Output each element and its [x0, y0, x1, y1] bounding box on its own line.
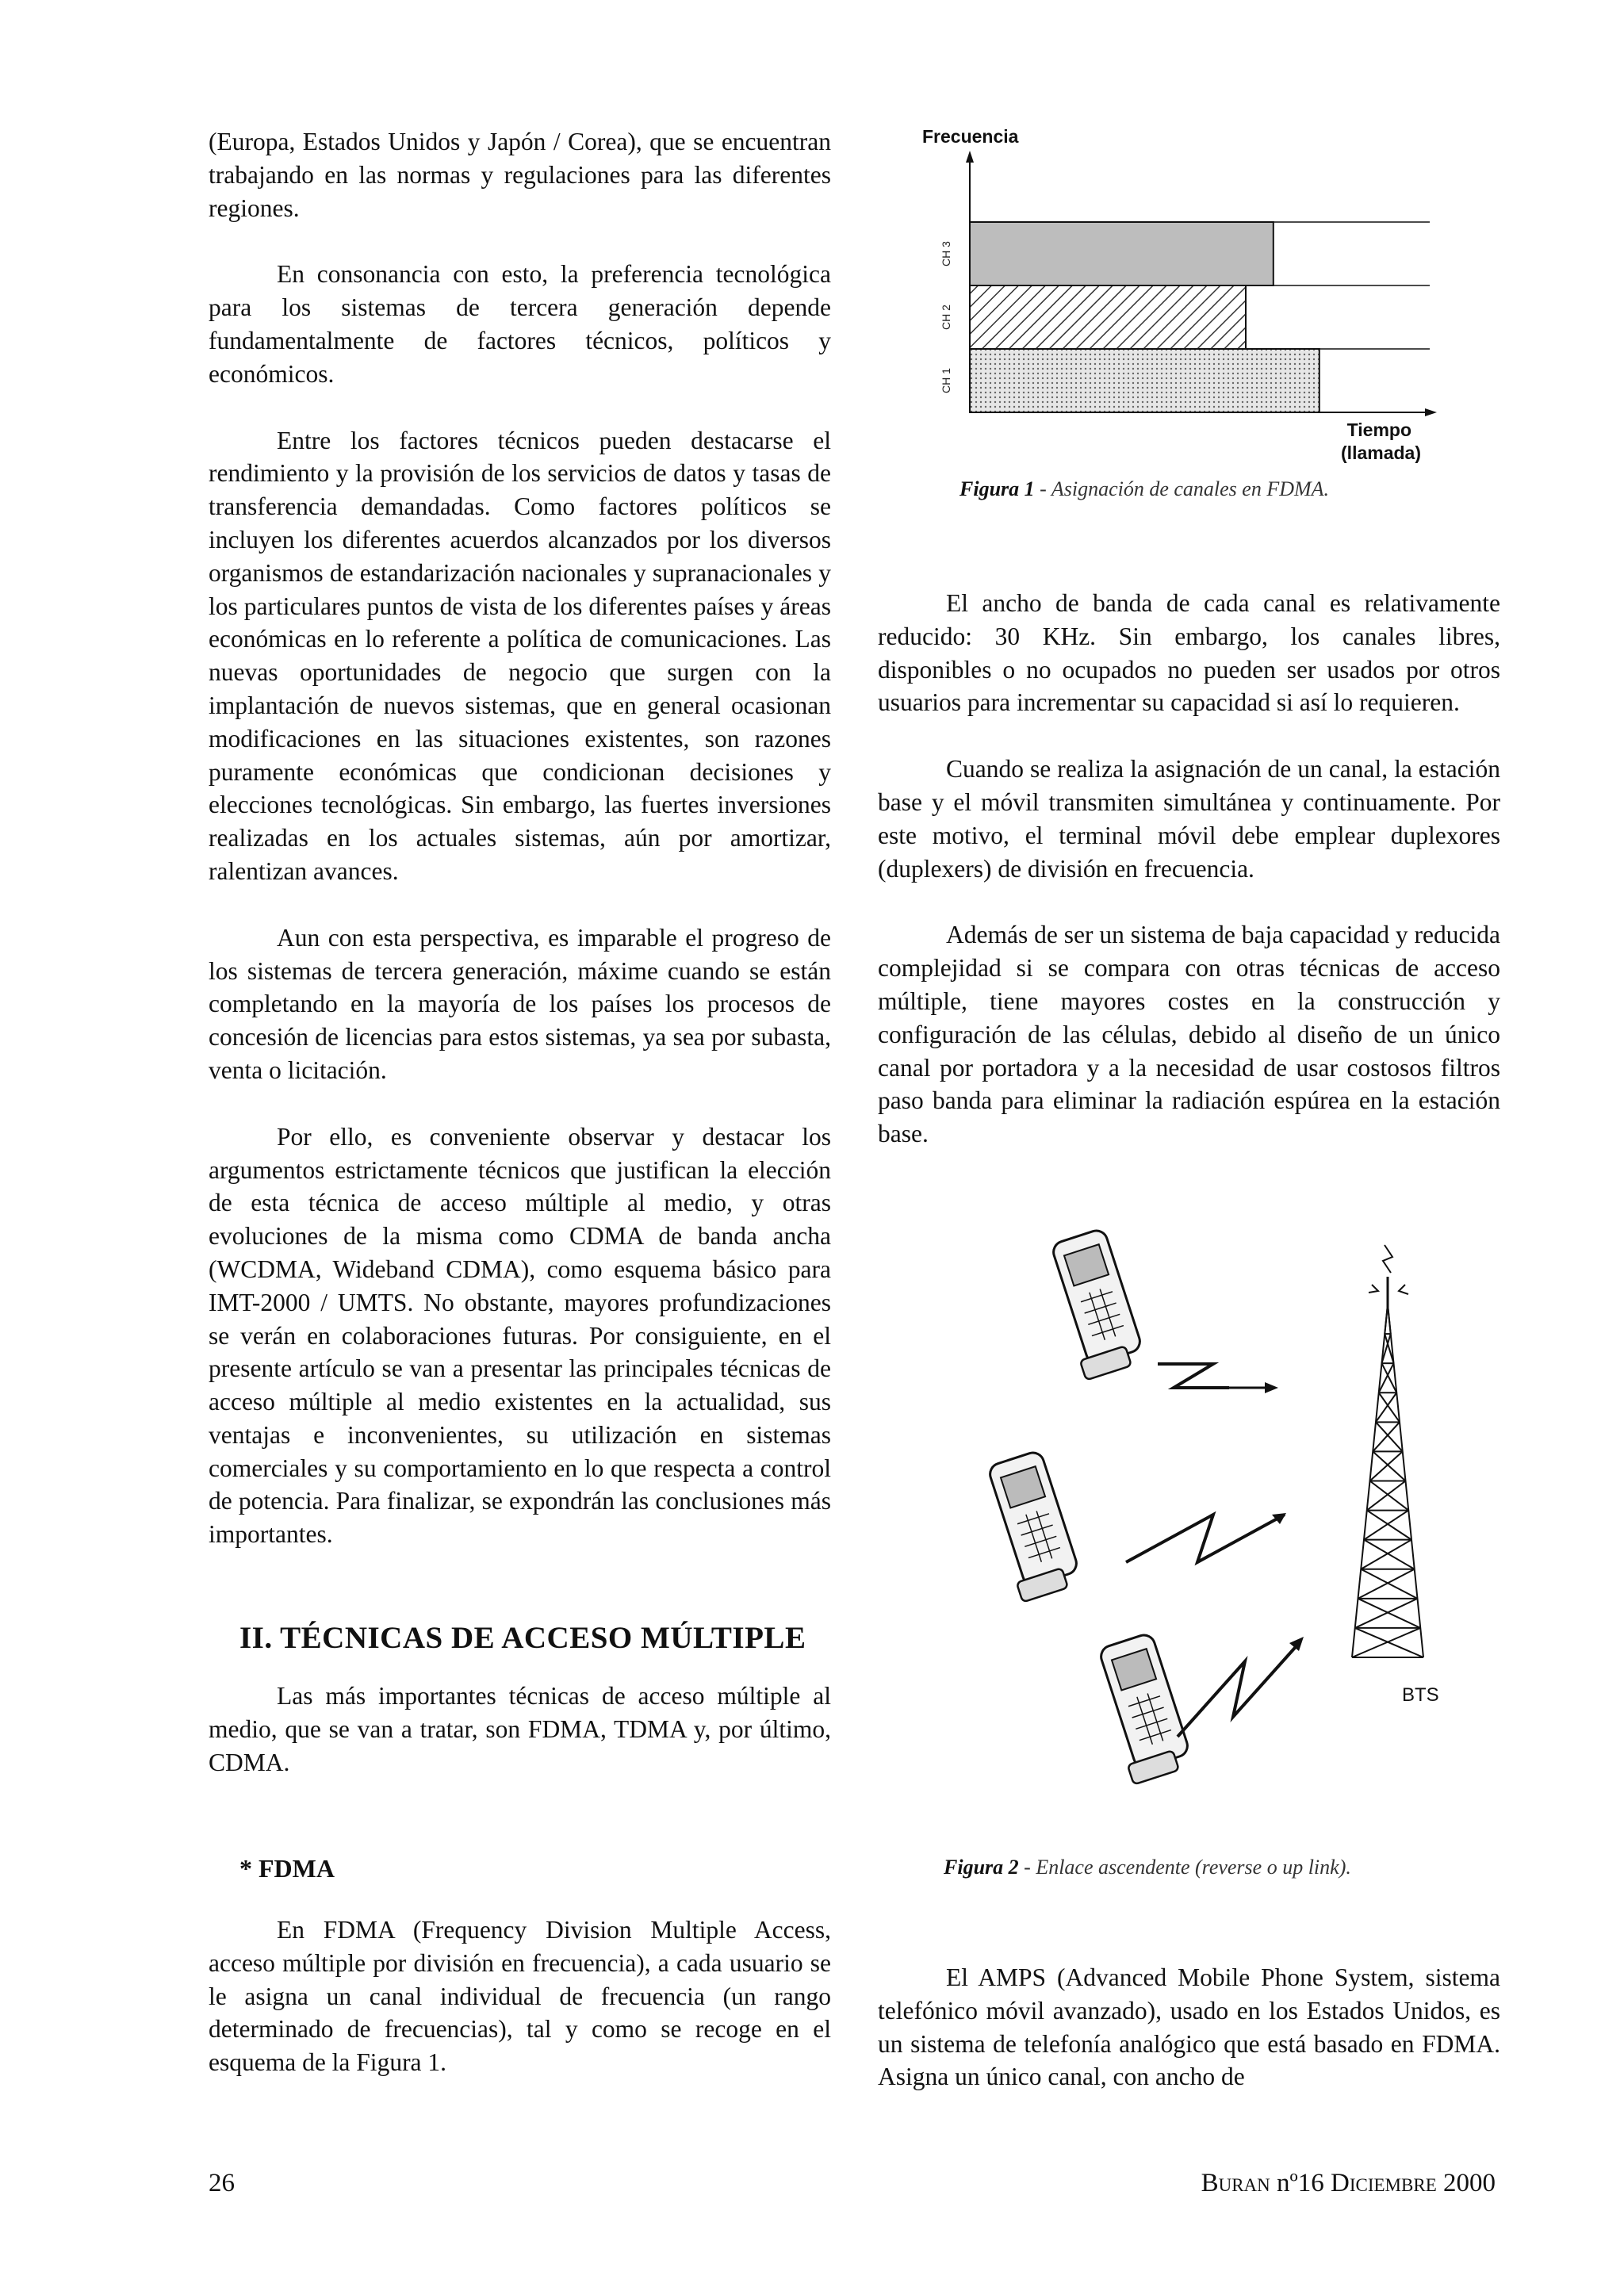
running-footer — [1201, 2169, 1496, 2198]
paragraph-continuation: (Europa, Estados Unidos y Japón / Corea), que se encuentran trabajando en las normas y regulaciones para las diferentes regiones. — [209, 128, 831, 222]
mobile-phone-icon — [1090, 1632, 1193, 1784]
section-intro: Las más importantes técnicas de acceso múltiple al medio, que se van a tratar, son FDMA, TDMA y, por último, CDMA. — [209, 1682, 831, 1776]
paragraph-preferencia: En consonancia con esto, la preferencia tecnológica para los sistemas de tercera generación depende fundamentalmente de factores técnicos, políticos y económicos. — [209, 260, 831, 388]
figure-2-caption — [944, 1856, 1351, 1879]
tower-brace — [1355, 1628, 1423, 1657]
channel-label-3: CH 3 — [940, 241, 952, 266]
bts-tower-icon — [1352, 1245, 1423, 1657]
mobile-phone-icon — [1043, 1228, 1146, 1380]
tower-brace — [1367, 1481, 1406, 1511]
figure-1-caption — [959, 477, 1329, 501]
tower-brace — [1355, 1599, 1418, 1628]
figure-2-caption-text: - Enlace ascendente (reverse o up link). — [1018, 1856, 1351, 1879]
tower-brace — [1352, 1628, 1420, 1657]
left-column — [209, 125, 831, 1551]
channel-label-1: CH 1 — [940, 368, 952, 393]
figure-2-diagram — [944, 1229, 1467, 1824]
figure-1-y-arrow — [966, 151, 974, 163]
figure-1-caption-label: Figura 1 — [959, 477, 1035, 500]
paragraph-argumentos: Por ello, es conveniente observar y destacar los argumentos estrictamente técnicos que justifican la elección de esta técnica de acceso múltiple al medio, y otras evoluciones de la misma como CDMA de banda ancha (WCDMA, Wideband CDMA), como esquema básico para IMT-2000 / UMTS. No obstante, mayores profundizaciones se verán en colaboraciones futuras. Por consiguiente, en el presente artículo se van a presentar las principales técnicas de acceso múltiple al medio existentes en la actualidad, sus ventajas e inconvenientes, su utilización en sistemas comerciales y su comportamiento en lo que respecta a control de potencia. Para finalizar, se expondrán las conclusiones más importantes. — [209, 1122, 831, 1549]
figure-1-y-label: Frecuencia — [922, 126, 1019, 147]
tower-brace — [1370, 1451, 1403, 1481]
figure-1-chart — [888, 119, 1443, 484]
paragraph-capacidad: Además de ser un sistema de baja capacidad y reducida complejidad si se compara con otras técnicas de acceso múltiple, tiene mayores costes en la construcción y configuración de las células, debido al diseño de un único canal por portadora y a la necesidad de usar costosos filtros paso banda para eliminar la radiación espúrea en la estación base. — [878, 921, 1500, 1148]
figure-1-x-arrow — [1425, 408, 1437, 416]
uplink-signal-icon-1 — [1158, 1364, 1278, 1393]
tower-brace — [1385, 1304, 1388, 1334]
tower-brace — [1361, 1540, 1411, 1569]
paragraph-asignacion: Cuando se realiza la asignación de un canal, la estación base y el móvil transmiten simultánea y continuamente. Por este motivo, el terminal móvil debe emplear duplexores (duplexers) de división en frecuencia. — [878, 755, 1500, 883]
tower-brace — [1367, 1511, 1411, 1540]
footer-issue: nº16 — [1277, 2169, 1324, 2197]
tower-brace — [1370, 1481, 1409, 1511]
figure-1-x-label-line2: (llamada) — [1341, 442, 1421, 463]
tower-brace — [1364, 1540, 1415, 1569]
figure-1-caption-text: - Asignación de canales en FDMA. — [1034, 477, 1330, 500]
uplink-signal-icon-2 — [1126, 1513, 1286, 1562]
tower-brace — [1358, 1599, 1421, 1628]
tower-brace — [1376, 1422, 1403, 1451]
figure-2-caption-label: Figura 2 — [944, 1856, 1019, 1879]
channel-bar-1 — [970, 349, 1320, 412]
tower-brace — [1364, 1511, 1408, 1540]
figure-1-x-label-line1: Tiempo — [1346, 419, 1411, 440]
paragraph-perspectiva: Aun con esta perspectiva, es imparable el progreso de los sistemas de tercera generación, máxime cuando se están completando en la mayoría de los países los procesos de concesión de licencias para estos sistemas, ya sea por subasta, venta o licitación. — [209, 923, 831, 1084]
tower-brace — [1358, 1569, 1415, 1599]
footer-journal: Buran — [1201, 2169, 1270, 2197]
bts-label: BTS — [1402, 1684, 1439, 1706]
paragraph-factores: Entre los factores técnicos pueden destacarse el rendimiento y la provisión de los servicios de datos y tasas de transferencia demandadas. Como factores políticos se incluyen los diferentes acuerdos alcanzados por los diversos organismos de estandarización nacionales y supranacionales y los particulares puntos de vista de los diferentes países y áreas económicas en lo referente a política de comunicaciones. Las nuevas oportunidades de negocio que surgen con la implantación de nuevos sistemas, que en general ocasionan modificaciones en las situaciones existentes, son razones puramente económicas que condicionan decisiones y elecciones tecnológicas. Sin embargo, las fuertes inversiones realizadas en los actuales sistemas, aún por amortizar, ralentizan avances. — [209, 426, 831, 885]
channel-bar-2 — [970, 285, 1246, 349]
footer-date: Diciembre 2000 — [1331, 2169, 1496, 2197]
section-title: II. TÉCNICAS DE ACCESO MÚLTIPLE — [239, 1621, 806, 1655]
tower-brace — [1361, 1569, 1417, 1599]
uplink-signal-icon-3 — [1178, 1637, 1304, 1737]
page-number: 26 — [209, 2169, 235, 2197]
tower-brace — [1373, 1451, 1405, 1481]
right-column-upper — [878, 587, 1500, 1151]
tower-brace — [1373, 1422, 1400, 1451]
channel-label-2: CH 2 — [940, 305, 952, 330]
tower-brace — [1388, 1304, 1391, 1334]
paragraph-amps: El AMPS (Advanced Mobile Phone System, sistema telefónico móvil avanzado), usado en los Estados Unidos, es un sistema de telefonía analógico que está basado en FDMA. Asigna un único canal, con ancho de — [878, 1963, 1500, 2091]
paragraph-fdma: En FDMA (Frequency Division Multiple Access, acceso múltiple por división en frecuencia), a cada usuario se le asigna un canal individual de frecuencia (un rango determinado de frecuencias), tal y como se recoge en el esquema de la Figura 1. — [209, 1916, 831, 2077]
subsection-title-fdma: * FDMA — [239, 1854, 335, 1883]
paragraph-ancho-banda: El ancho de banda de cada canal es relativamente reducido: 30 KHz. Sin embargo, los canales libres, disponibles o no ocupados no pueden ser usados por otros usuarios para incrementar su capacidad si así lo requieren. — [878, 589, 1500, 717]
channel-bar-3 — [970, 222, 1274, 285]
mobile-phone-icon — [979, 1450, 1082, 1602]
